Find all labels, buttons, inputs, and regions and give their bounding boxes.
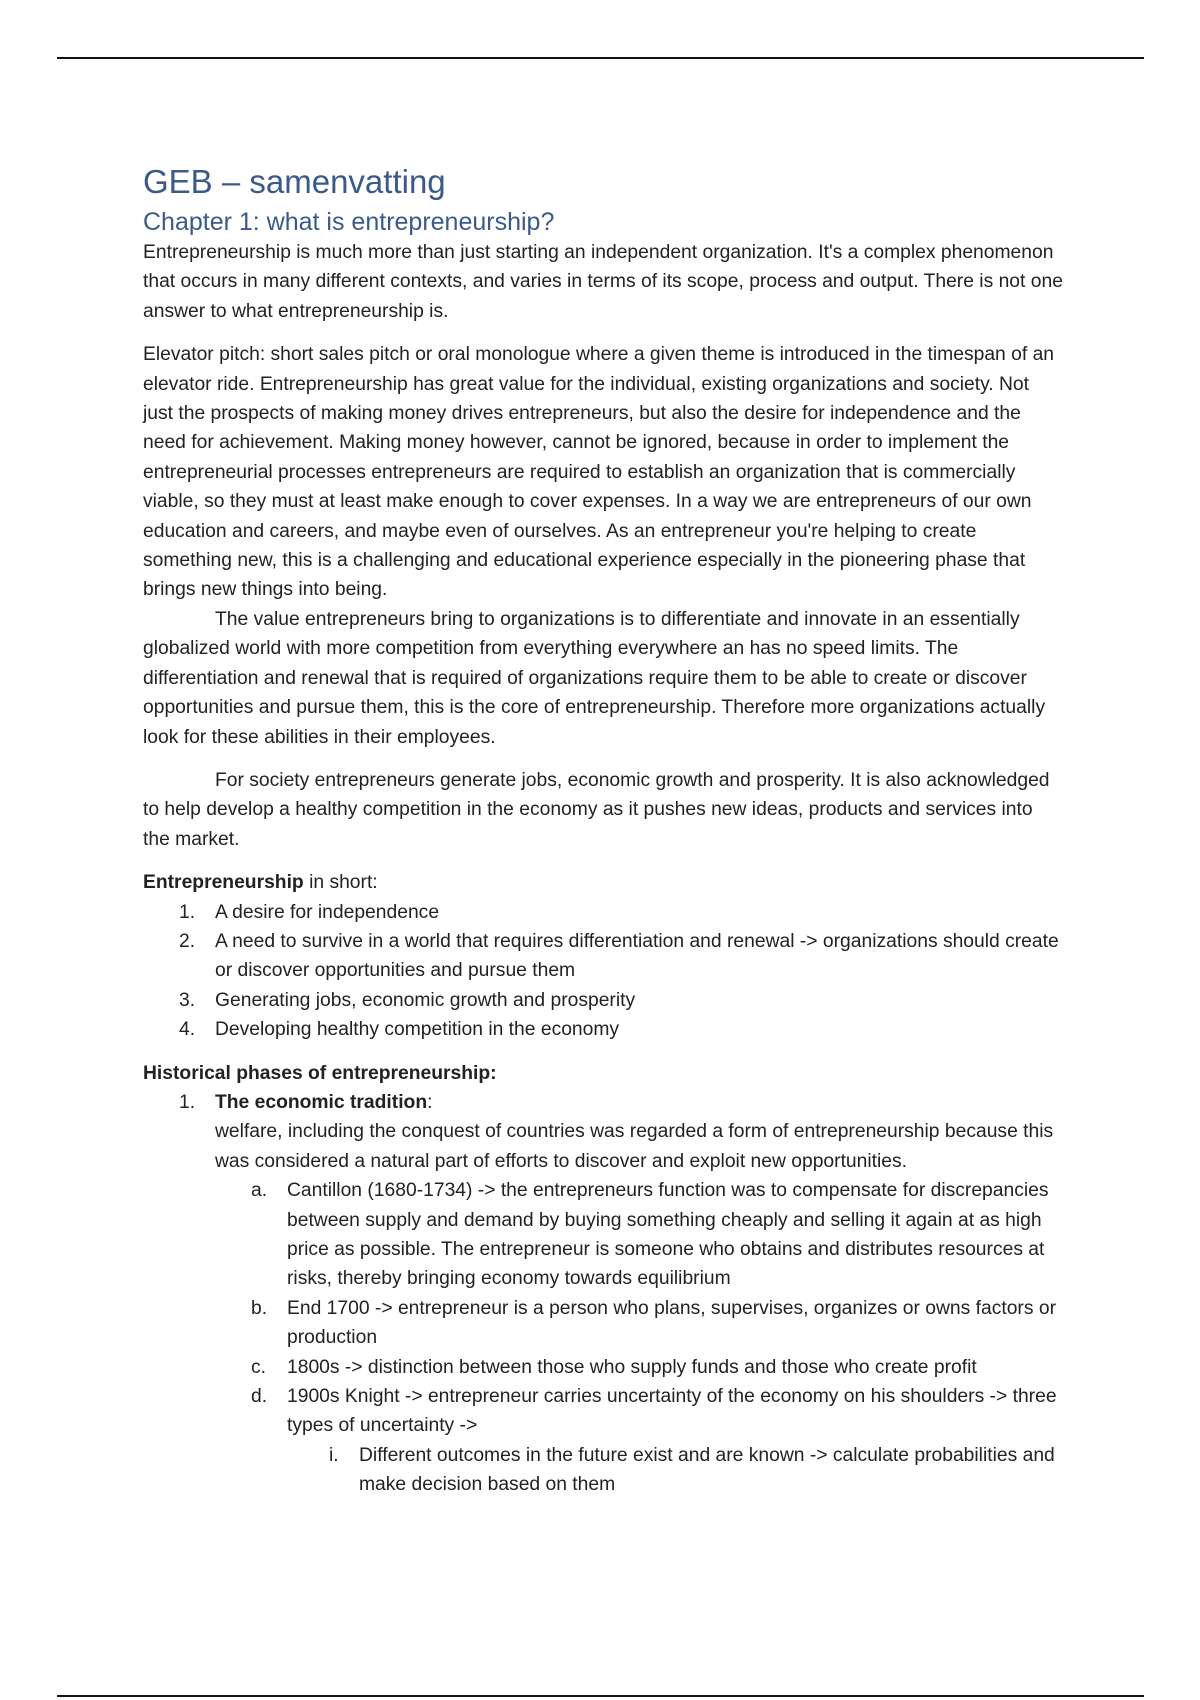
list-item-number: 3.: [179, 989, 196, 1011]
document-body: [143, 162, 1063, 1500]
document-title: GEB – samenvatting: [143, 163, 446, 200]
short-list-heading-bold: Entrepreneurship: [143, 872, 304, 894]
historical-item-title-bold: The economic tradition: [215, 1091, 428, 1113]
list-item-letter: c.: [251, 1356, 266, 1378]
uncertainty-sublist: [287, 1441, 1063, 1500]
list-item: [215, 1176, 1063, 1294]
chapter-heading: Chapter 1: what is entrepreneurship?: [143, 208, 555, 236]
list-item-letter: b.: [251, 1297, 268, 1319]
list-item-number: 1.: [179, 901, 196, 923]
list-item-text: Generating jobs, economic growth and prosperity: [215, 989, 636, 1011]
list-item: [215, 1353, 1063, 1382]
short-list-heading-rest: in short:: [303, 872, 378, 894]
paragraph-intro: Entrepreneurship is much more than just starting an independent organization. It's a complex phenomenon that occurs in many different contexts, and varies in terms of its scope, process and output. There is not one answer to what entrepreneurship is.: [143, 242, 1063, 322]
list-item-text: Cantillon (1680-1734) -> the entrepreneurs function was to compensate for discrepancies between supply and demand by buying something cheaply and selling it again at as high price as possible. The entrepreneur is someone who obtains and distributes resources at risks, thereby bringing economy towards equilibrium: [287, 1180, 1049, 1290]
list-item-text: 1900s Knight -> entrepreneur carries uncertainty of the economy on his shoulders -> three types of uncertainty ->: [287, 1386, 1057, 1437]
historical-sublist: [215, 1176, 1063, 1499]
list-item-text: End 1700 -> entrepreneur is a person who plans, supervises, organizes or owns factors or production: [287, 1297, 1056, 1349]
list-item: [143, 1015, 1063, 1044]
paragraph-elevator-pitch: Elevator pitch: short sales pitch or oral monologue where a given theme is introduced in the timespan of an elevator ride. Entrepreneurship has great value for the individual, existing organizations and society. Not just the prospects of making money drives entrepreneurs, but also the desire for independence and the need for achievement. Making money however, cannot be ignored, because in order to implement the entrepreneurial processes entrepreneurs are required to establish an organization that is commercially viable, so they must at least make enough to cover expenses. In a way we are entrepreneurs of our own education and careers, and maybe even of ourselves. As an entrepreneur you're helping to create something new, this is a challenging and educational experience especially in the pioneering phase that brings new things into being.: [143, 344, 1055, 601]
list-item: [215, 1382, 1063, 1500]
list-item: [143, 1088, 1063, 1500]
historical-list: [143, 1088, 1063, 1500]
list-item: [143, 898, 1063, 927]
list-item-letter: a.: [251, 1180, 268, 1202]
short-list-heading: [143, 868, 1063, 897]
list-item-number: 2.: [179, 930, 196, 952]
list-item-text: Different outcomes in the future exist and are known -> calculate probabilities and make decision based on them: [359, 1444, 1055, 1496]
list-item-roman: i.: [329, 1444, 339, 1466]
list-item-text: 1800s -> distinction between those who supply funds and those who create profit: [287, 1356, 977, 1378]
paragraph-society: For society entrepreneurs generate jobs, economic growth and prosperity. It is also acknowledged to help develop a healthy competition in the economy as it pushes new ideas, products and services into the market.: [143, 769, 1050, 850]
historical-heading: Historical phases of entrepreneurship:: [143, 1062, 497, 1084]
footer-rule: [57, 1695, 1144, 1697]
historical-item-title-colon: :: [427, 1091, 433, 1113]
short-list: [143, 898, 1063, 1045]
list-item-number: 1.: [179, 1091, 196, 1113]
list-item: [143, 927, 1063, 986]
list-item-text: A need to survive in a world that requires differentiation and renewal -> organizations should create or discover opportunities and pursue them: [215, 930, 1059, 982]
historical-item-body: welfare, including the conquest of countries was regarded a form of entrepreneurship because this was considered a natural part of efforts to discover and exploit new opportunities.: [215, 1121, 1054, 1172]
list-item-number: 4.: [179, 1019, 196, 1041]
paragraph-organizations: The value entrepreneurs bring to organizations is to differentiate and innovate in an essentially globalized world with more competition from everything everywhere an has no speed limits. The differentiation and renewal that is required of organizations require them to be able to create or discover opportunities and pursue them, this is the core of entrepreneurship. Therefore more organizations actually look for these abilities in their employees.: [143, 608, 1046, 748]
header-rule: [57, 57, 1144, 59]
list-item: [143, 986, 1063, 1015]
list-item-text: Developing healthy competition in the economy: [215, 1019, 620, 1041]
list-item: [215, 1294, 1063, 1353]
historical-item-title: [215, 1088, 1063, 1117]
list-item-letter: d.: [251, 1386, 268, 1408]
list-item-text: A desire for independence: [215, 901, 440, 923]
list-item: [287, 1441, 1063, 1500]
